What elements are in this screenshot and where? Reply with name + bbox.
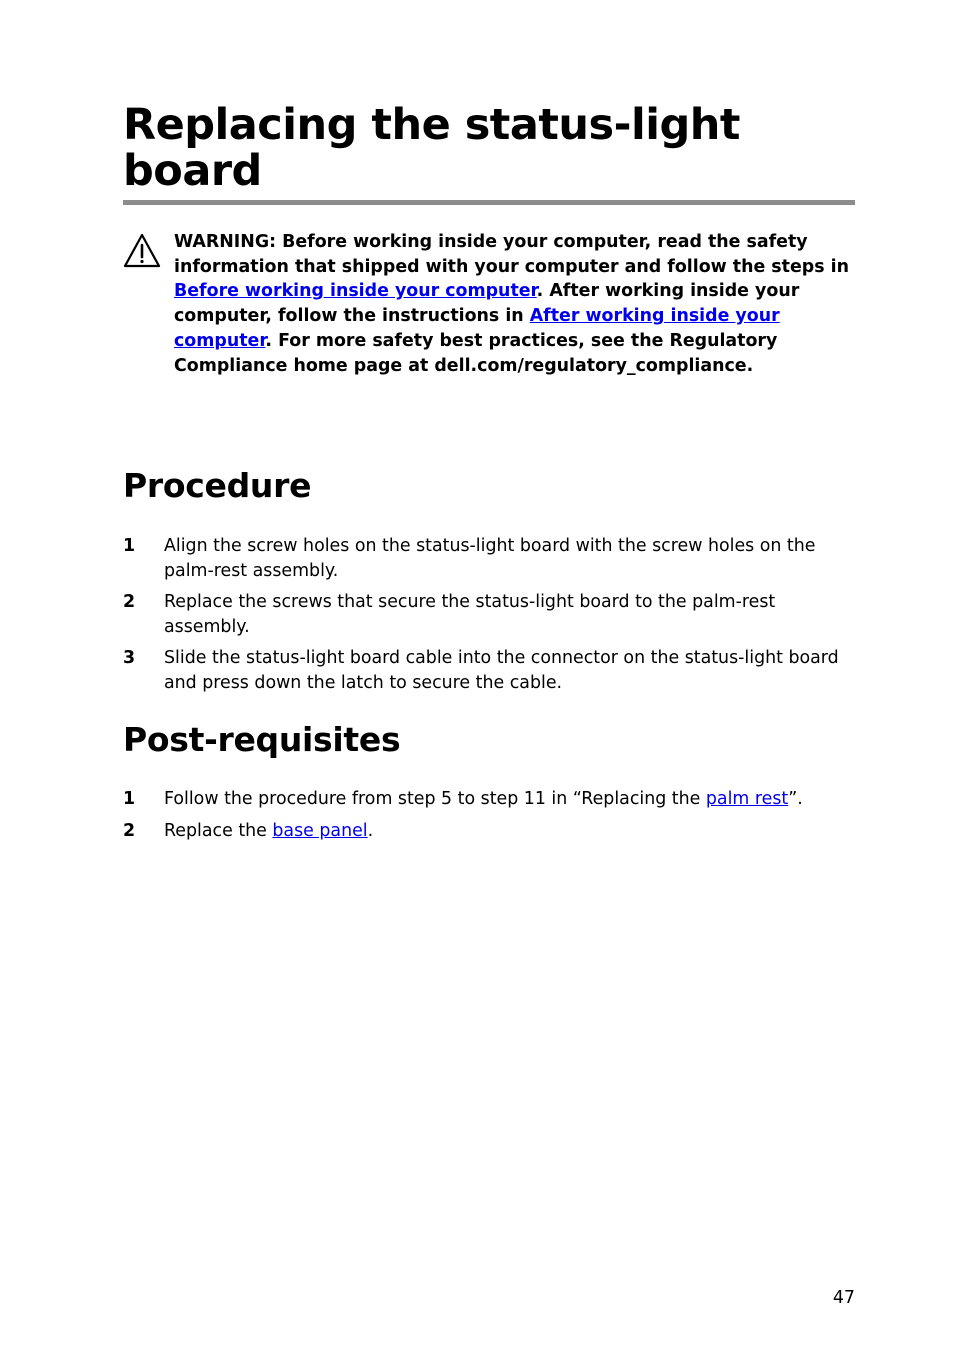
step-text-before: Replace the: [164, 821, 273, 841]
step-text: Slide the status-light board cable into the connector on the status-light board and press down the latch to secure the cable.: [164, 648, 839, 693]
step-text-before: Follow the procedure from step 5 to step 11 in “Replacing the: [164, 789, 706, 809]
step-text-after: ”.: [788, 789, 803, 809]
step-number: 1: [123, 536, 136, 556]
step-number: 3: [123, 648, 136, 668]
step-number: 1: [123, 789, 136, 809]
step-text: Align the screw holes on the status-light board with the screw holes on the palm-rest assembly.: [164, 536, 816, 581]
warning-text-part1: WARNING: Before working inside your computer, read the safety information that shipped with your computer and follow the steps in: [174, 232, 849, 277]
step-number: 2: [123, 821, 136, 841]
base-panel-link[interactable]: base panel: [272, 821, 368, 841]
after-working-link[interactable]: After working inside your computer: [174, 306, 780, 351]
page-title: Replacing the status-light board: [123, 100, 740, 196]
procedure-heading: Procedure: [123, 466, 312, 505]
procedure-step: [123, 534, 855, 584]
step-text-after: .: [367, 821, 374, 841]
postrequisite-step: [123, 819, 855, 844]
postrequisites-steps: [123, 787, 855, 844]
postrequisites-heading: Post-requisites: [123, 720, 401, 759]
warning-text: [174, 230, 854, 378]
step-number: 2: [123, 592, 136, 612]
palm-rest-link[interactable]: palm rest: [705, 789, 789, 809]
warning-text-part3: . For more safety best practices, see the Regulatory Compliance home page at dell.com/regulatory_compliance.: [174, 330, 778, 376]
procedure-step: [123, 646, 855, 696]
procedure-step: [123, 590, 855, 640]
title-divider: [123, 200, 855, 205]
warning-triangle-icon: [123, 233, 161, 269]
step-text: Replace the screws that secure the status-light board to the palm-rest assembly.: [164, 592, 776, 637]
procedure-steps: [123, 534, 855, 696]
page-number: 47: [832, 1288, 855, 1308]
warning-text-part2: . After working inside your computer, follow the instructions in: [174, 281, 800, 327]
postrequisite-step: [123, 787, 855, 812]
before-working-link[interactable]: Before working inside your computer: [174, 281, 537, 302]
